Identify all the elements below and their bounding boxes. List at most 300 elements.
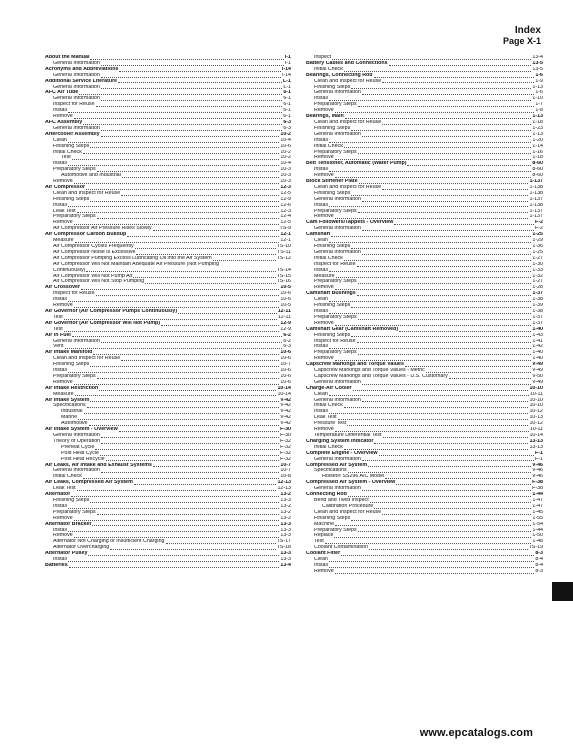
entry-page-ref: 1-138 [529, 190, 543, 196]
dot-leader [394, 224, 534, 225]
entry-page-ref: F-32 [280, 438, 291, 444]
dot-leader [335, 218, 529, 219]
entry-page-ref: 1-137 [529, 208, 543, 214]
dot-leader [74, 307, 280, 308]
dot-leader [449, 378, 531, 379]
dot-leader [329, 567, 535, 568]
dot-leader [68, 508, 280, 509]
entry-page-ref: 10-2 [280, 155, 291, 161]
entry-page-ref: 10-6 [280, 379, 291, 385]
entry-label: Preparatory Steps [53, 373, 96, 379]
entry-page-ref: i-14 [281, 66, 291, 72]
entry-page-ref: 12-9 [280, 320, 291, 326]
entry-label: General Information [314, 90, 361, 96]
dot-leader [369, 549, 528, 550]
entry-page-ref: 6-2 [283, 338, 291, 344]
dot-leader [382, 82, 534, 83]
entry-label: Install [314, 267, 328, 273]
entry-label: Air Intake Restriction [45, 385, 99, 391]
dot-leader [329, 348, 532, 349]
entry-label: Install [314, 137, 328, 143]
entry-page-ref: 13-3 [280, 551, 291, 557]
entry-label: Capscrew Markings and Torque Values - U.S. Customary [314, 373, 448, 379]
dot-leader [161, 325, 279, 326]
dot-leader [101, 77, 281, 78]
dot-leader [329, 142, 532, 143]
index-title: Index [514, 25, 541, 36]
dot-leader [97, 514, 280, 515]
dot-leader [86, 189, 279, 190]
entry-label: Finishing Steps [314, 84, 351, 90]
entry-page-ref: 10-11 [529, 391, 543, 397]
dot-leader [71, 496, 279, 497]
entry-page-ref: 12-3 [280, 184, 291, 190]
entry-label: Initial Check [314, 444, 343, 450]
entry-label: Block Stiffener Plate [306, 179, 358, 185]
dot-leader [351, 520, 531, 521]
entry-label: Battery Cables and Connections [306, 60, 388, 66]
entry-page-ref: 1-50 [532, 533, 543, 539]
entry-page-ref: 1-47 [532, 497, 543, 503]
entry-page-ref: V-46 [532, 468, 543, 474]
dot-leader [358, 354, 532, 355]
dot-leader [362, 490, 531, 491]
dot-leader [68, 561, 280, 562]
entry-label: Camshaft Gear (Camshaft Removed) [306, 326, 399, 332]
dot-leader [329, 100, 532, 101]
entry-page-ref: 6-2 [283, 332, 291, 338]
entry-page-ref: 10-6 [280, 350, 291, 356]
dot-leader [92, 525, 279, 526]
entry-page-ref: 13-5 [532, 66, 543, 72]
entry-page-ref: 12-11 [277, 314, 291, 320]
dot-leader [329, 561, 535, 562]
entry-label: Test [314, 539, 324, 545]
index-column-right [306, 55, 543, 575]
dot-leader [338, 419, 529, 420]
dot-leader [344, 260, 532, 261]
entry-label: Charge-Air Cooler [306, 385, 352, 391]
entry-label: Preparatory Steps [314, 314, 357, 320]
entry-label: Air Compressor Pumping Excess Lubricating Oil into the Air System [53, 255, 212, 261]
entry-page-ref: 8-3 [535, 551, 543, 557]
entry-page-ref: 1-43 [532, 332, 543, 338]
index-entry [306, 569, 543, 575]
entry-page-ref: 1-36 [532, 244, 543, 249]
dot-leader [213, 260, 276, 261]
entry-label: General Information [314, 196, 361, 202]
dot-leader [87, 407, 279, 408]
dot-leader [101, 100, 283, 101]
entry-label: Replace [314, 533, 334, 539]
entry-label: Air Compressor Air Pressure Rises Slowly [53, 226, 152, 232]
entry-page-ref: 1-37 [532, 291, 543, 297]
entry-label: Connecting Rod [306, 492, 347, 498]
entry-label: Install [314, 409, 328, 415]
entry-page-ref: 10-10 [529, 385, 543, 391]
entry-page-ref: 13-13 [529, 438, 543, 444]
page-number: Page X-1 [502, 36, 541, 46]
entry-label: Air Governor (Air Compressor Pumps Continuously) [45, 308, 178, 314]
dot-leader [119, 431, 279, 432]
entry-page-ref: 13-3 [280, 497, 291, 503]
entry-page-ref: 1-138 [529, 202, 543, 208]
entry-label: Marine [61, 415, 78, 421]
dot-leader [101, 130, 283, 131]
dot-leader [101, 65, 284, 66]
dot-leader [72, 336, 282, 337]
dot-leader [379, 455, 535, 456]
dot-leader [74, 118, 283, 119]
dot-leader [72, 159, 280, 160]
entry-label: Install [314, 202, 328, 208]
entry-page-ref: TS-9 [279, 226, 291, 232]
dot-leader [382, 189, 528, 190]
dot-leader [90, 401, 279, 402]
entry-page-ref: 12-5 [280, 220, 291, 226]
entry-label: Clean and Inspect for Reuse [314, 184, 382, 190]
entry-page-ref: 1-138 [529, 184, 543, 190]
entry-page-ref: 10-6 [280, 143, 291, 149]
entry-label: Air Governor (Air Compressor Will Not Pump) [45, 320, 161, 326]
entry-label: Preparatory Steps [314, 208, 357, 214]
entry-page-ref: 1-8 [535, 108, 543, 114]
entry-page-ref: F-32 [280, 450, 291, 456]
entry-label: Specifications [314, 468, 347, 474]
dot-leader [407, 165, 531, 166]
entry-label: Remove [314, 285, 334, 291]
dot-leader [353, 390, 529, 391]
dot-leader [90, 59, 283, 60]
entry-label: Air Compressor Cycles Frequently [53, 244, 134, 249]
entry-page-ref: TS-12 [276, 255, 291, 261]
entry-page-ref: 10-5 [280, 285, 291, 291]
dot-leader [64, 319, 277, 320]
entry-page-ref: 1-47 [532, 503, 543, 509]
dot-leader [357, 266, 532, 267]
entry-page-ref: 6-3 [283, 119, 291, 125]
entry-page-ref: 10-6 [280, 368, 291, 374]
dot-leader [136, 254, 276, 255]
entry-page-ref: 1-40 [532, 326, 543, 332]
entry-label: Finishing Steps [53, 362, 90, 368]
dot-leader [68, 206, 280, 207]
dot-leader [344, 147, 532, 148]
dot-leader [329, 413, 529, 414]
entry-label: Remove [314, 320, 334, 326]
entry-page-ref: 8-60 [532, 161, 543, 167]
entry-label: General Information [53, 72, 100, 78]
dot-leader [358, 212, 529, 213]
entry-page-ref: TS-17 [276, 539, 291, 545]
entry-page-ref: V-42 [280, 421, 291, 427]
dot-leader [90, 201, 279, 202]
entry-label: Initial Check [314, 255, 343, 261]
dot-leader [118, 82, 282, 83]
entry-label: Preparatory Steps [314, 527, 357, 533]
entry-label: Air Leaks, Air Intake and Exhaust Systems [45, 462, 152, 468]
entry-label: General Information [53, 84, 100, 90]
entry-page-ref: 1-37 [532, 314, 543, 320]
entry-page-ref: 1-9 [535, 78, 543, 84]
entry-page-ref: 12-9 [280, 196, 291, 202]
entry-page-ref: V-49 [532, 379, 543, 385]
entry-page-ref: 1-6 [535, 72, 543, 78]
dot-leader [97, 378, 280, 379]
entry-page-ref: TS-19 [528, 545, 543, 551]
dot-leader [357, 295, 532, 296]
entry-label: Air Compressor Will Not Stop Pumping [53, 279, 145, 285]
entry-page-ref: V-46 [532, 474, 543, 480]
entry-label: General Information [314, 397, 361, 403]
dot-leader [90, 366, 279, 367]
entry-label: Finishing Steps [314, 125, 351, 131]
entry-label: Remove [53, 533, 73, 539]
entry-page-ref: F-2 [535, 226, 543, 232]
entry-page-ref: i-1 [284, 55, 291, 60]
dot-leader [68, 112, 283, 113]
entry-page-ref: 13-3 [280, 533, 291, 539]
dot-leader [362, 201, 529, 202]
dot-leader [97, 218, 280, 219]
dot-leader [133, 277, 275, 278]
entry-label: Install [53, 503, 67, 509]
entry-page-ref: 1-42 [532, 344, 543, 350]
entry-label: Inspect for Reuse [314, 261, 356, 267]
dot-leader [121, 195, 279, 196]
dot-leader [99, 390, 276, 391]
entry-label: Air Intake System - Overview [45, 427, 118, 433]
entry-label: Clean [314, 238, 328, 244]
entry-page-ref: 1-25 [532, 232, 543, 238]
dot-leader [329, 395, 529, 396]
page-header [503, 25, 541, 47]
dot-leader [345, 118, 532, 119]
entry-page-ref: 6-1 [283, 96, 291, 102]
entry-page-ref: TS-15 [276, 273, 291, 279]
dot-leader [332, 59, 531, 60]
entry-label: Clean and Inspect for Reuse [314, 78, 382, 84]
dot-leader [101, 472, 280, 473]
entry-label: Finishing Steps [314, 244, 351, 249]
entry-label: Remove [53, 303, 73, 309]
entry-page-ref: 10-3 [280, 173, 291, 179]
dot-leader [351, 88, 531, 89]
entry-label: Industrial [61, 409, 83, 415]
entry-label: Temperature Differential Test [314, 433, 382, 438]
dot-leader [88, 555, 279, 556]
dot-leader [68, 372, 280, 373]
entry-label: Air Leaks, Compressed Air System [45, 480, 133, 486]
entry-page-ref: 10-14 [277, 391, 291, 397]
entry-label: Air Compressor [45, 184, 86, 190]
entry-label: Air Compressor Will Not Pump Air [53, 273, 133, 279]
entry-label: Finishing Steps [314, 303, 351, 309]
entry-page-ref: 10-4 [280, 161, 291, 167]
entry-label: Initial Check [53, 149, 82, 155]
entry-label: Capscrew Markings and Torque Values - Metric [314, 368, 425, 374]
dot-leader [362, 254, 532, 255]
entry-label: Remove [314, 356, 334, 362]
entry-page-ref: V-42 [280, 415, 291, 421]
entry-page-ref: 1-41 [532, 338, 543, 344]
entry-label: Preparatory Steps [53, 167, 96, 173]
entry-label: General Information [53, 60, 100, 66]
entry-label: Bearings, Connecting Rod [306, 72, 373, 78]
entry-page-ref: 1-23 [532, 125, 543, 131]
entry-page-ref: 13-5 [532, 60, 543, 66]
entry-page-ref: 10-6 [280, 356, 291, 362]
dot-leader [426, 372, 531, 373]
dot-leader [110, 549, 275, 550]
entry-page-ref: 1-14 [532, 143, 543, 149]
entry-page-ref: 1-45 [532, 509, 543, 515]
entry-label: Preparatory Steps [53, 214, 96, 220]
entry-page-ref: 1-28 [532, 285, 543, 291]
dot-leader [362, 384, 531, 385]
dot-leader [83, 124, 282, 125]
entry-label: General Information [53, 433, 100, 438]
entry-page-ref: 10-6 [280, 297, 291, 303]
entry-label: Clean [53, 137, 67, 143]
entry-page-ref: 10-12 [529, 421, 543, 427]
entry-label: Install [314, 562, 328, 568]
entry-page-ref: 12-5 [280, 190, 291, 196]
entry-label: Air Crossover [45, 285, 81, 291]
entry-page-ref: 10-3 [280, 179, 291, 185]
dot-leader [362, 460, 534, 461]
entry-label: Air in Fuel [45, 332, 71, 338]
entry-label: Alternator Overcharging [53, 545, 110, 551]
entry-page-ref: 12-4 [280, 214, 291, 220]
entry-page-ref: 1-30 [532, 261, 543, 267]
dot-leader [335, 325, 532, 326]
dot-leader [344, 407, 529, 408]
entry-label: Clean [314, 391, 328, 397]
entry-label: Coolant Contamination [314, 545, 368, 551]
dot-leader [74, 224, 280, 225]
entry-label: General Information [53, 338, 100, 344]
entry-label: Compressed Air System - Overview [306, 480, 396, 486]
entry-label: Theory of Operation [53, 438, 101, 444]
entry-page-ref: 6-3 [283, 344, 291, 350]
entry-label: Preparatory Steps [314, 102, 357, 108]
entry-label: Finishing Steps [53, 143, 90, 149]
dot-leader [178, 313, 277, 314]
entry-label: Install [53, 297, 67, 303]
entry-label: Measure [314, 273, 335, 279]
entry-label: Bearings, Main [306, 114, 344, 120]
entry-label: Finishing Steps [314, 332, 351, 338]
entry-label: General Information [53, 96, 100, 102]
entry-page-ref: 10-7 [280, 362, 291, 368]
dot-leader [362, 401, 529, 402]
dot-leader [359, 183, 529, 184]
entry-page-ref: 8-4 [535, 562, 543, 568]
entry-page-ref: 8-60 [532, 173, 543, 179]
dot-leader [74, 520, 280, 521]
entry-page-ref: V-42 [280, 403, 291, 409]
entry-page-ref: V-42 [280, 409, 291, 415]
entry-page-ref: 10-14 [529, 433, 543, 438]
dot-leader [396, 484, 531, 485]
dot-leader [385, 478, 531, 479]
entry-label: Install [53, 368, 67, 374]
index-column-left [45, 55, 291, 569]
entry-page-ref: V-49 [532, 362, 543, 368]
entry-page-ref: 1-25 [532, 249, 543, 255]
dot-leader [95, 449, 279, 450]
entry-page-ref: 6-1 [283, 108, 291, 114]
dot-leader [399, 331, 531, 332]
dot-leader [334, 537, 531, 538]
dot-leader [65, 348, 283, 349]
dot-leader [329, 242, 532, 243]
dot-leader [96, 295, 280, 296]
entry-label: Belt Tensioner, Automatic (Water Pump) [306, 161, 407, 167]
dot-leader [101, 437, 279, 438]
section-tab-marker [552, 582, 573, 601]
entry-label: Clean [314, 297, 328, 303]
dot-leader [145, 283, 275, 284]
dot-leader [362, 230, 534, 231]
dot-leader [69, 567, 280, 568]
dot-leader [166, 543, 276, 544]
entry-page-ref: i-1 [285, 60, 291, 66]
entry-page-ref: 10-6 [280, 373, 291, 379]
dot-leader [344, 449, 529, 450]
dot-leader [344, 71, 532, 72]
dot-leader [100, 455, 279, 456]
entry-label: Inspect for Reuse [314, 338, 356, 344]
entry-label: Preheat Cycle [61, 444, 95, 450]
entry-page-ref: 6-3 [283, 125, 291, 131]
dot-leader [325, 543, 532, 544]
entry-label: General Information [53, 468, 100, 474]
dot-leader [348, 496, 531, 497]
dot-leader [351, 195, 528, 196]
entry-label: Remove [314, 214, 334, 220]
entry-label: Leak Test [314, 415, 337, 421]
entry-label: General Information [314, 226, 361, 232]
entry-label: Air Compressor Noise is Excessive [53, 249, 136, 255]
entry-page-ref: 6-1 [283, 102, 291, 108]
entry-label: Finishing Steps [314, 515, 351, 521]
dot-leader [89, 425, 280, 426]
entry-page-ref: 10-14 [277, 385, 291, 391]
dot-leader [357, 342, 532, 343]
entry-page-ref: TS-11 [276, 249, 291, 255]
entry-page-ref: 10-12 [529, 409, 543, 415]
entry-page-ref: 1-27 [532, 255, 543, 261]
dot-leader [122, 177, 280, 178]
entry-label: Alternator Bracket [45, 521, 92, 527]
entry-page-ref: 1-137 [529, 196, 543, 202]
dot-leader [336, 277, 532, 278]
entry-label: Remove [314, 427, 334, 433]
entry-label: Install [53, 161, 67, 167]
entry-label: Install [53, 527, 67, 533]
dot-leader [351, 307, 531, 308]
entry-label: Camshaft [306, 232, 331, 238]
entry-label: Initial Check [314, 143, 343, 149]
entry-label: Leak Test [53, 486, 76, 492]
entry-page-ref: 12-13 [277, 480, 291, 486]
dot-leader [101, 443, 279, 444]
dot-leader [389, 65, 532, 66]
entry-page-ref: 10-2 [280, 149, 291, 155]
entry-page-ref: 10-6 [280, 291, 291, 297]
